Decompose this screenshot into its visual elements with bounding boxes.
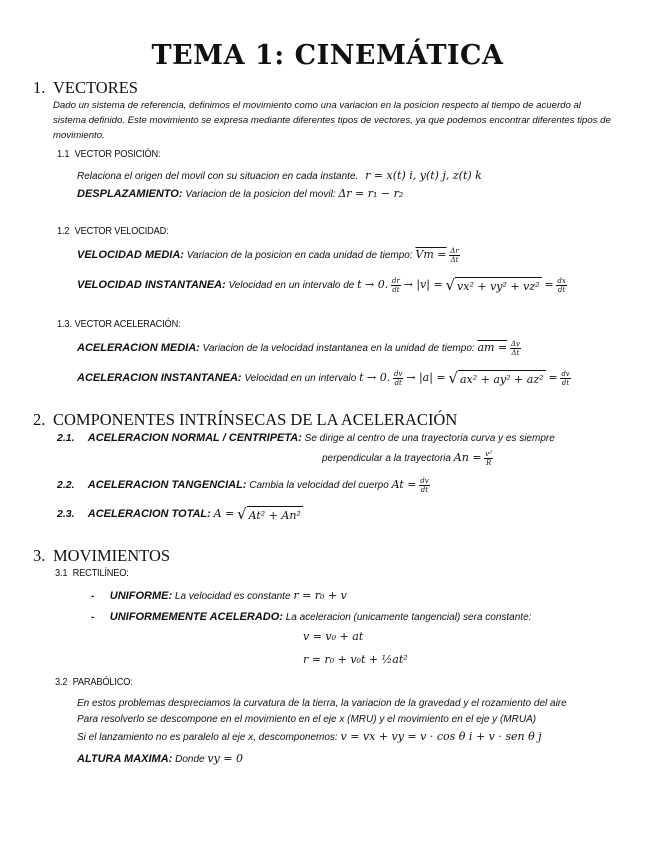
fraction-denominator: Δt: [511, 349, 520, 357]
fraction-denominator: dt: [561, 379, 570, 387]
radicand: vx² + vy² + vz²: [455, 277, 542, 294]
fraction-numerator: dv: [394, 370, 403, 378]
accelerated-label: UNIFORMEMENTE ACELERADO:: [109, 611, 283, 623]
bullet: -: [91, 612, 95, 623]
section-2-heading: [33, 410, 457, 430]
subsection-3-2-heading: [55, 676, 133, 688]
subsection-3-1-heading: [55, 567, 129, 579]
velocity-sqrt: [445, 277, 541, 294]
uniform-text: La velocidad es constante: [174, 591, 291, 602]
accelerated-line: [91, 610, 531, 625]
fraction-numerator: Δv: [510, 340, 520, 348]
item-number: 2.1.: [57, 432, 75, 444]
velocity-decomposition-formula: v = vx + vy = v · cos θ i + v · sen θ j: [340, 730, 542, 743]
parabolic-line-3: [77, 729, 542, 745]
total-acceleration-lhs: A =: [213, 507, 235, 521]
normal-acceleration-text: Se dirige al centro de una trayectoria curva y es siempre: [304, 433, 555, 444]
fraction-denominator: dt: [392, 286, 400, 294]
fraction-denominator: dt: [394, 379, 402, 387]
mean-velocity-lhs: Vm =: [415, 248, 447, 262]
fraction-denominator: dt: [420, 486, 429, 494]
displacement-text: Variacion de la posicion del movil:: [185, 189, 336, 200]
mean-acceleration-fraction: [510, 340, 521, 357]
max-height-line: [77, 751, 243, 767]
subsection-number: 1.1: [57, 148, 70, 160]
parabolic-text-3: Si el lanzamiento no es paralelo al eje x, descomponemos:: [77, 732, 338, 743]
velocity-derivative-fraction: [556, 277, 566, 294]
mean-velocity-label: VELOCIDAD MEDIA:: [77, 249, 184, 262]
instant-velocity-text: Velocidad en un intervalo de: [228, 280, 355, 292]
subsection-1-2-heading: [57, 225, 168, 237]
item-number: 2.2.: [57, 479, 75, 492]
fraction-numerator: Δr: [450, 247, 459, 255]
accelerated-formula-2: [303, 652, 408, 668]
subsection-number: 1.2: [57, 225, 70, 237]
radical-icon: √: [448, 369, 458, 387]
fraction-numerator: dx: [557, 277, 566, 285]
fraction-numerator: dv: [561, 370, 570, 378]
normal-acceleration-line-2: [322, 450, 493, 467]
radical-icon: √: [237, 505, 247, 523]
mean-velocity-fraction: [449, 247, 459, 264]
section-1-intro: Dado un sistema de referencia, definimos el movimiento como una variacion en la posicion respecto al tiempo de acuerdo al sistema definido. Este movimiento se expresa mediante diferentes tipos de vectores, ya que podemos encontrar diferentes tipos de movimiento.: [53, 100, 611, 141]
position-vector-line: [77, 168, 482, 184]
velocity-modulus: → |v| =: [403, 278, 443, 292]
acceleration-modulus: → |a| =: [406, 371, 446, 385]
total-acceleration-line: [57, 506, 303, 523]
section-number: 2.: [33, 410, 46, 429]
tangential-acceleration-label: ACELERACION TANGENCIAL:: [87, 479, 247, 492]
velocity-equation: v = v₀ + at: [303, 630, 364, 643]
subsection-1-1-heading: [57, 148, 160, 160]
uniform-formula: r = r₀ + v: [293, 589, 347, 602]
position-vector-formula: r = x(t) i, y(t) j, z(t) k: [365, 169, 482, 182]
mean-velocity-line: [77, 247, 460, 264]
normal-acceleration-lhs: An =: [453, 451, 482, 465]
uniform-label: UNIFORME:: [109, 590, 173, 602]
subsection-number: 1.3.: [57, 318, 72, 330]
position-equation: r = r₀ + v₀t + ½at²: [303, 653, 408, 666]
section-title: COMPONENTES INTRÍNSECAS DE LA ACELERACIÓN: [53, 410, 458, 429]
instant-acceleration-line: [77, 370, 571, 387]
normal-acceleration-label: ACELERACION NORMAL / CENTRIPETA:: [87, 432, 302, 444]
section-title: VECTORES: [53, 78, 138, 97]
normal-acceleration-fraction: [484, 450, 493, 467]
accelerated-formula-1: [303, 629, 363, 645]
uniform-line: [91, 588, 347, 604]
tangential-acceleration-lhs: At =: [391, 478, 417, 492]
equals-sign: =: [544, 278, 554, 292]
subsection-title: VECTOR POSICIÓN:: [74, 148, 161, 160]
subsection-number: 3.2: [55, 676, 68, 688]
instant-velocity-label: VELOCIDAD INSTANTANEA:: [77, 279, 226, 292]
radicand: ax² + ay² + az²: [458, 370, 546, 387]
subsection-number: 3.1: [55, 567, 68, 579]
max-height-formula: vy = 0: [207, 752, 243, 765]
radical-icon: √: [445, 276, 456, 294]
max-height-text: Donde: [175, 754, 205, 765]
limit-expression: t → 0.: [357, 278, 389, 292]
equals-sign: =: [548, 371, 558, 385]
section-1-heading: [33, 78, 138, 98]
mean-acceleration-lhs: am =: [477, 341, 508, 355]
parabolic-line-1: En estos problemas despreciamos la curvatura de la tierra, la variacion de la gravedad y el rozamiento del aire: [77, 698, 567, 709]
total-acceleration-label: ACELERACION TOTAL:: [87, 508, 211, 521]
subsection-1-3-heading: [57, 318, 180, 330]
item-number: 2.3.: [57, 508, 75, 521]
normal-acceleration-line: [57, 431, 555, 446]
subsection-title: VECTOR ACELERACIÓN:: [74, 318, 181, 330]
subsection-title: PARABÓLICO:: [72, 676, 133, 688]
page-title: TEMA 1: CINEMÁTICA: [151, 40, 504, 71]
section-3-heading: [33, 546, 170, 566]
fraction-denominator: Δt: [450, 256, 459, 264]
position-vector-text: Relaciona el origen del movil con su situacion en cada instante.: [77, 171, 359, 182]
mean-acceleration-text: Variacion de la velocidad instantanea en la unidad de tiempo:: [202, 343, 475, 355]
tangential-acceleration-text: Cambia la velocidad del cuerpo: [249, 480, 389, 492]
acceleration-derivative-fraction: [560, 370, 570, 387]
displacement-label: DESPLAZAMIENTO:: [77, 188, 183, 200]
mean-acceleration-label: ACELERACION MEDIA:: [77, 342, 200, 355]
parabolic-line-2: Para resolverlo se descompone en el movimiento en el eje x (MRU) y el movimiento en el eje y (MRUA): [77, 714, 537, 725]
acceleration-sqrt: [448, 370, 545, 387]
section-number: 1.: [33, 78, 46, 97]
fraction-denominator: R: [486, 459, 492, 467]
mean-acceleration-line: [77, 340, 521, 357]
fraction-numerator: v²: [485, 450, 493, 458]
accelerated-text: La aceleracion (unicamente tangencial) sera constante:: [285, 612, 532, 623]
instant-acceleration-fraction: [393, 370, 403, 387]
subsection-title: VECTOR VELOCIDAD:: [74, 225, 169, 237]
fraction-numerator: dv: [420, 477, 429, 485]
instant-velocity-line: [77, 277, 567, 294]
instant-acceleration-label: ACELERACION INSTANTANEA:: [77, 372, 242, 385]
subsection-title: RECTILÍNEO:: [72, 567, 129, 579]
section-title: MOVIMIENTOS: [53, 546, 171, 565]
normal-acceleration-text-2: perpendicular a la trayectoria: [322, 453, 451, 465]
displacement-formula: Δr = r₁ − r₂: [338, 187, 404, 200]
fraction-numerator: dr: [392, 277, 400, 285]
section-number: 3.: [33, 546, 46, 565]
max-height-label: ALTURA MAXIMA:: [77, 753, 173, 765]
tangential-acceleration-fraction: [419, 477, 429, 494]
instant-acceleration-text: Velocidad en un intervalo: [244, 373, 357, 385]
radicand: At² + An²: [247, 506, 303, 523]
fraction-denominator: dt: [557, 286, 566, 294]
tangential-acceleration-line: [57, 477, 430, 494]
total-acceleration-sqrt: [237, 506, 303, 523]
displacement-line: [77, 186, 403, 202]
instant-velocity-fraction: [391, 277, 401, 294]
mean-velocity-text: Variacion de la posicion en cada unidad de tiempo:: [186, 250, 413, 262]
bullet: -: [91, 591, 95, 602]
limit-expression: t → 0.: [359, 371, 391, 385]
